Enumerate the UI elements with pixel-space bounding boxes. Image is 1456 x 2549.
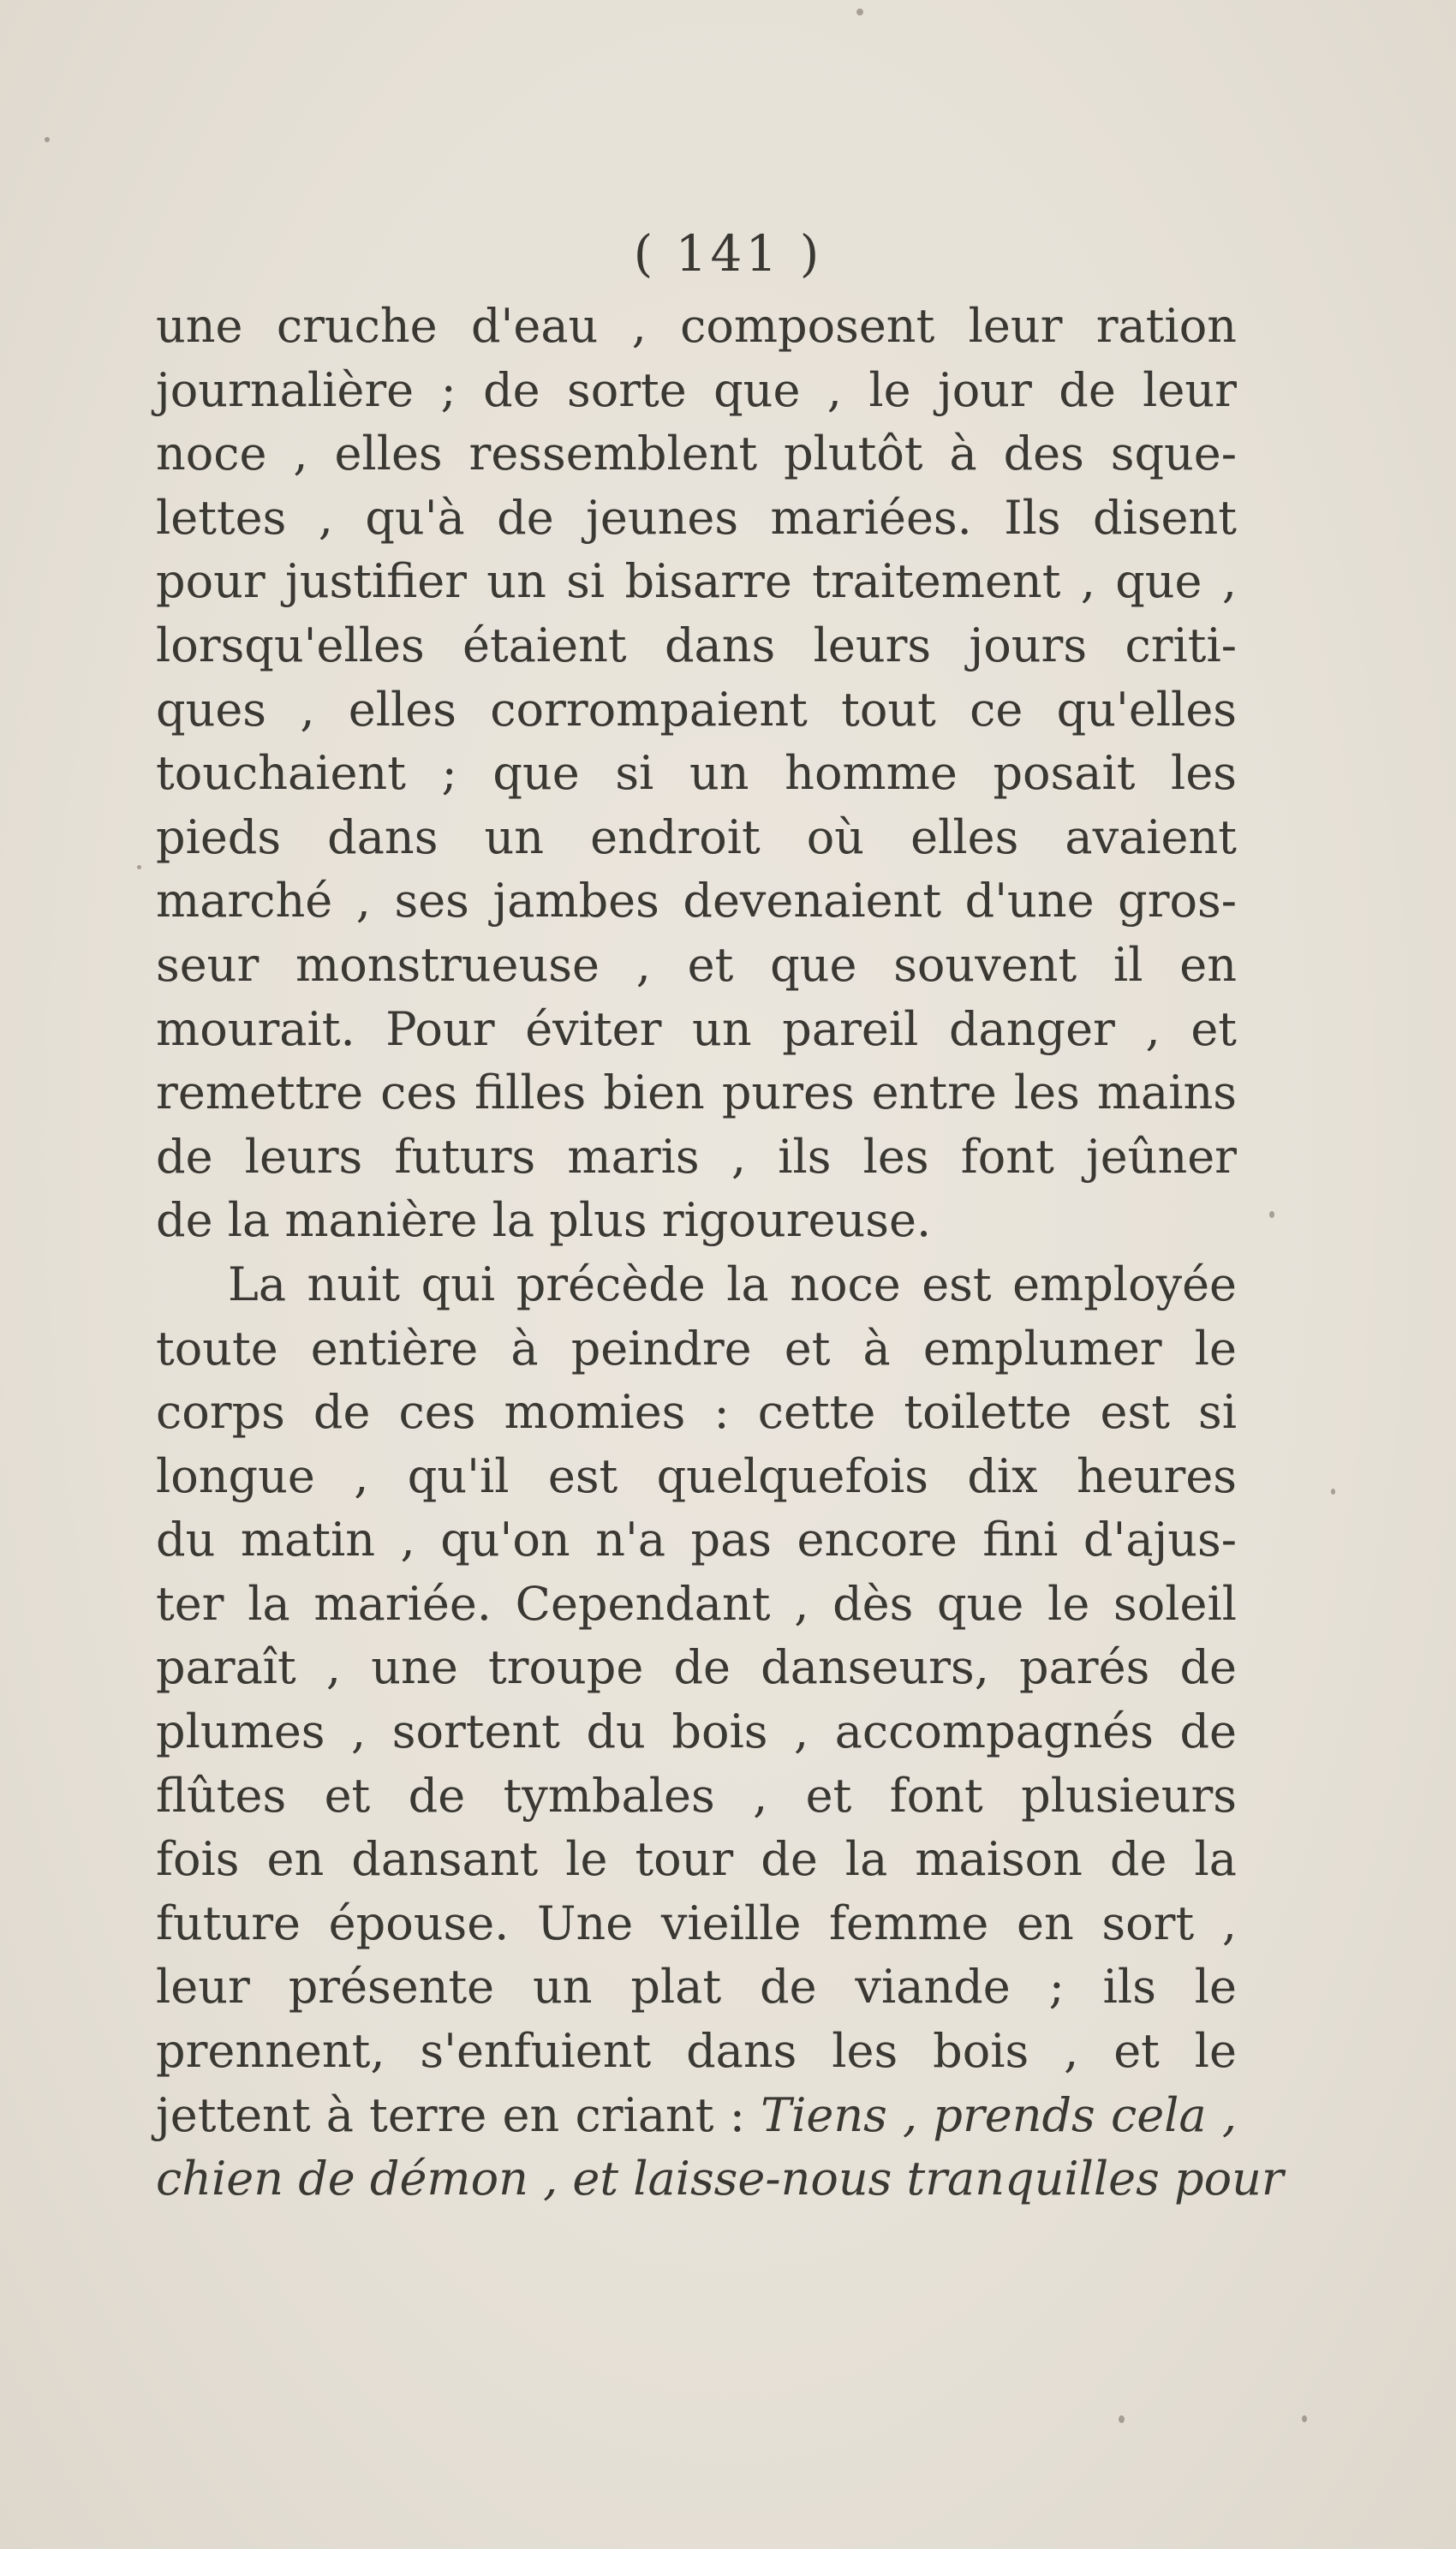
- paper-speck: [1331, 1489, 1335, 1495]
- text-line: pour justifier un si bisarre traitement , que ,: [156, 554, 1237, 609]
- text-line: leur présente un plat de viande ; ils le: [156, 1960, 1237, 2015]
- paragraph-end-line: de la manière la plus rigoureuse.: [156, 1193, 932, 1248]
- text-line: flûtes et de tymbales , et font plusieurs: [156, 1768, 1237, 1823]
- text-line: lorsqu'elles étaient dans leurs jours criti-: [156, 618, 1237, 672]
- paragraph-start-line: La nuit qui précède la noce est employée: [228, 1257, 1237, 1311]
- paper-speck: [45, 137, 50, 142]
- body-text: [156, 295, 1284, 2212]
- text-line: journalière ; de sorte que , le jour de leur: [156, 362, 1237, 417]
- text-line-mixed: [156, 2084, 1237, 2148]
- text-line: toute entière à peindre et à emplumer le: [156, 1321, 1237, 1376]
- text-line: ter la mariée. Cependant , dès que le soleil: [156, 1576, 1237, 1631]
- text-line: corps de ces momies : cette toilette est si: [156, 1385, 1237, 1440]
- paper-speck: [1302, 2415, 1307, 2422]
- paper-speck: [1269, 1211, 1274, 1218]
- text-line: ques , elles corrompaient tout ce qu'elles: [156, 682, 1237, 737]
- text-roman: jettent à terre en criant :: [156, 2087, 761, 2142]
- text-line: future épouse. Une vieille femme en sort ,: [156, 1895, 1237, 1950]
- text-line: plumes , sortent du bois , accompagnés de: [156, 1704, 1237, 1759]
- text-line: fois en dansant le tour de la maison de la: [156, 1832, 1237, 1887]
- paper-speck: [137, 865, 141, 869]
- text-line: paraît , une troupe de danseurs, parés de: [156, 1640, 1237, 1695]
- text-line: du matin , qu'on n'a pas encore fini d'ajus-: [156, 1513, 1237, 1567]
- text-line: pieds dans un endroit où elles avaient: [156, 809, 1237, 864]
- text-line: remettre ces filles bien pures entre les mains: [156, 1066, 1237, 1120]
- text-line: longue , qu'il est quelquefois dix heures: [156, 1448, 1237, 1503]
- paper-speck: [856, 9, 863, 15]
- text-line: marché , ses jambes devenaient d'une gros-: [156, 874, 1237, 928]
- text-line: touchaient ; que si un homme posait les: [156, 746, 1237, 801]
- text-line-italic: chien de démon , et laisse-nous tranquilles pour: [156, 2152, 1284, 2206]
- text-line: lettes , qu'à de jeunes mariées. Ils disent: [156, 490, 1237, 545]
- paper-speck: [1119, 2415, 1125, 2423]
- page-number: ( 141 ): [633, 224, 823, 283]
- text-italic: Tiens , prends cela ,: [761, 2087, 1237, 2142]
- text-line: une cruche d'eau , composent leur ration: [156, 299, 1237, 353]
- text-line: noce , elles ressemblent plutôt à des sque-: [156, 427, 1237, 481]
- text-line: seur monstrueuse , et que souvent il en: [156, 937, 1237, 992]
- text-line: de leurs futurs maris , ils les font jeûner: [156, 1129, 1237, 1184]
- text-line: prennent, s'enfuient dans les bois , et le: [156, 2024, 1237, 2079]
- text-line: mourait. Pour éviter un pareil danger , et: [156, 1001, 1237, 1056]
